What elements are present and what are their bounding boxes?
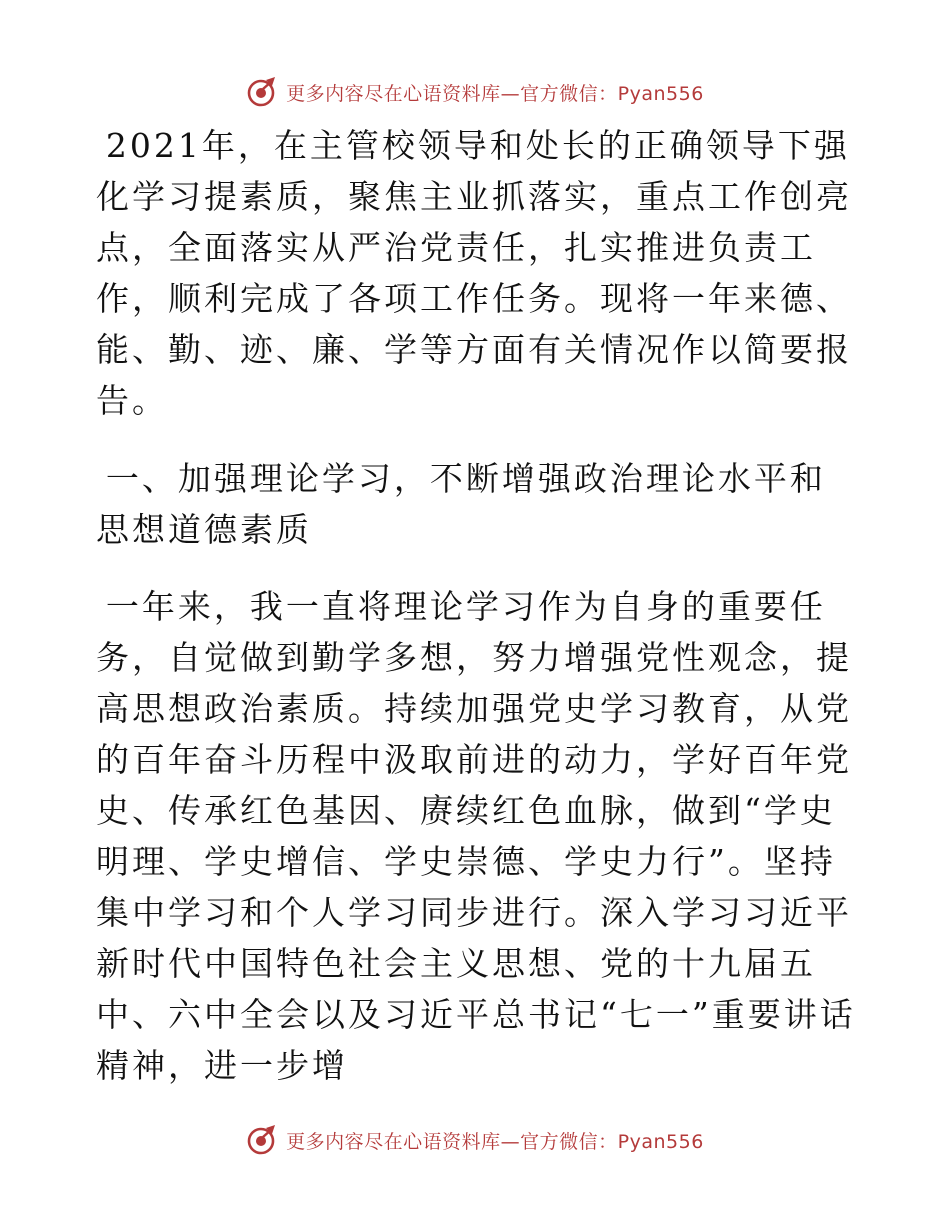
section-heading: 一、加强理论学习，不断增强政治理论水平和思想道德素质 <box>96 459 826 549</box>
intro-paragraph: 2021年，在主管校领导和处长的正确领导下强化学习提素质，聚焦主业抓落实，重点工作创亮点，全面落实从严治党责任，扎实推进负责工作，顺利完成了各项工作任务。现将一年来德、能、勤、迹、廉、学等方面有关情况作以简要报告。 <box>96 126 852 420</box>
watermark-banner-top <box>0 72 950 112</box>
document-body <box>96 120 856 1091</box>
pen-seal-icon <box>246 1124 278 1156</box>
watermark-text: 更多内容尽在心语资料库—官方微信：Pyan556 <box>286 82 704 105</box>
pen-seal-icon <box>246 76 278 108</box>
watermark-banner-bottom <box>0 1120 950 1160</box>
section-body-paragraph: 一年来，我一直将理论学习作为自身的重要任务，自觉做到勤学多想，努力增强党性观念，提高思想政治素质。持续加强党史学习教育，从党的百年奋斗历程中汲取前进的动力，学好百年党史、传承红色基因、赓续红色血脉，做到“学史明理、学史增信、学史崇德、学史力行”。坚持集中学习和个人学习同步进行。深入学习习近平新时代中国特色社会主义思想、党的十九届五中、六中全会以及习近平总书记“七一”重要讲话精神，进一步增 <box>96 587 856 1085</box>
watermark-text: 更多内容尽在心语资料库—官方微信：Pyan556 <box>286 1130 704 1153</box>
